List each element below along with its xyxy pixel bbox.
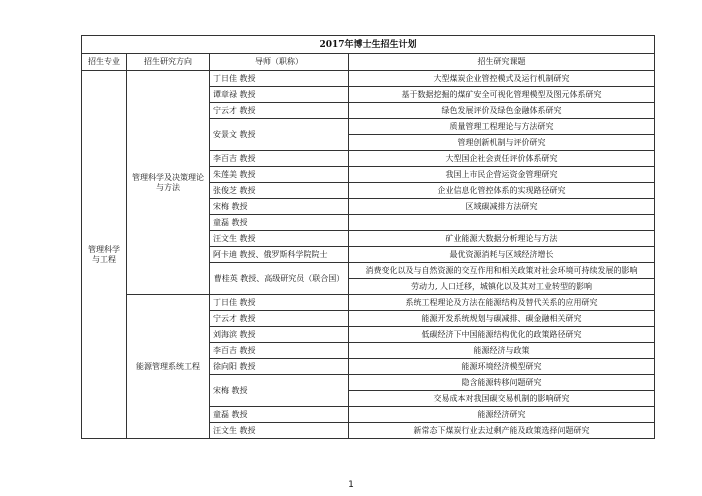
- topic-cell: 消费变化以及与自然资源的交互作用和相关政策对社会环境可持续发展的影响: [349, 263, 655, 279]
- topic-cell: [349, 215, 655, 231]
- advisor-cell: 李百吉 教授: [210, 151, 349, 167]
- advisor-cell: 曹桂英 教授、高级研究员（联合国）: [210, 263, 349, 295]
- topic-cell: 能源环境经济模型研究: [349, 359, 655, 375]
- topic-cell: 低碳经济下中国能源结构优化的政策路径研究: [349, 327, 655, 343]
- admission-plan-table: [81, 35, 655, 439]
- advisor-cell: 丁日佳 教授: [210, 295, 349, 311]
- advisor-cell: 阿卡迪 教授、俄罗斯科学院院士: [210, 247, 349, 263]
- table-row: [82, 71, 655, 87]
- advisor-cell: 徐向阳 教授: [210, 359, 349, 375]
- advisor-cell: 宁云才 教授: [210, 103, 349, 119]
- topic-cell: 劳动力, 人口迁移，城镇化以及其对工业转型的影响: [349, 279, 655, 295]
- advisor-cell: 朱莲美 教授: [210, 167, 349, 183]
- topic-cell: 质量管理工程理论与方法研究: [349, 119, 655, 135]
- header-major: 招生专业: [82, 54, 127, 71]
- advisor-cell: 安景文 教授: [210, 119, 349, 151]
- topic-cell: 企业信息化管控体系的实现路径研究: [349, 183, 655, 199]
- advisor-cell: 童磊 教授: [210, 215, 349, 231]
- topic-cell: 管理创新机制与评价研究: [349, 135, 655, 151]
- topic-cell: 能源经济与政策: [349, 343, 655, 359]
- topic-cell: 系统工程理论及方法在能源结构及替代关系的应用研究: [349, 295, 655, 311]
- advisor-cell: 宁云才 教授: [210, 311, 349, 327]
- header-direction: 招生研究方向: [127, 54, 210, 71]
- topic-cell: 绿色发展评价及绿色金融体系研究: [349, 103, 655, 119]
- major-cell: 管理科学与工程: [82, 71, 127, 439]
- topic-cell: 基于数据挖掘的煤矿安全可视化管理模型及图元体系研究: [349, 87, 655, 103]
- direction-cell: 能源管理系统工程: [127, 295, 210, 439]
- topic-cell: 隐含能源转移问题研究: [349, 375, 655, 391]
- header-row: [82, 54, 655, 71]
- advisor-cell: 童磊 教授: [210, 407, 349, 423]
- topic-cell: 交易成本对我国碳交易机制的影响研究: [349, 391, 655, 407]
- topic-cell: 新常态下煤炭行业去过剩产能及政策选择问题研究: [349, 423, 655, 439]
- topic-cell: 大型煤炭企业管控模式及运行机制研究: [349, 71, 655, 87]
- topic-cell: 大型国企社会责任评价体系研究: [349, 151, 655, 167]
- advisor-cell: 宋梅 教授: [210, 199, 349, 215]
- topic-cell: 矿业能源大数据分析理论与方法: [349, 231, 655, 247]
- header-topic: 招生研究课题: [349, 54, 655, 71]
- header-advisor: 导师（职称）: [210, 54, 349, 71]
- table-row: [82, 295, 655, 311]
- topic-cell: 我国上市民企营运资金管理研究: [349, 167, 655, 183]
- topic-cell: 区域碳减排方法研究: [349, 199, 655, 215]
- advisor-cell: 刘海滨 教授: [210, 327, 349, 343]
- advisor-cell: 宋梅 教授: [210, 375, 349, 407]
- title-row: [82, 36, 655, 54]
- topic-cell: 最优资源消耗与区域经济增长: [349, 247, 655, 263]
- table-body: [82, 36, 655, 439]
- advisor-cell: 丁日佳 教授: [210, 71, 349, 87]
- advisor-cell: 张俊芝 教授: [210, 183, 349, 199]
- advisor-cell: 汪文生 教授: [210, 423, 349, 439]
- table-title: 2017年博士生招生计划: [82, 36, 655, 54]
- advisor-cell: 李百吉 教授: [210, 343, 349, 359]
- page-number: 1: [348, 480, 354, 490]
- topic-cell: 能源经济研究: [349, 407, 655, 423]
- direction-cell: 管理科学及决策理论与方法: [127, 71, 210, 295]
- topic-cell: 能源开发系统规划与碳减排、碳金融相关研究: [349, 311, 655, 327]
- advisor-cell: 汪文生 教授: [210, 231, 349, 247]
- advisor-cell: 谭章禄 教授: [210, 87, 349, 103]
